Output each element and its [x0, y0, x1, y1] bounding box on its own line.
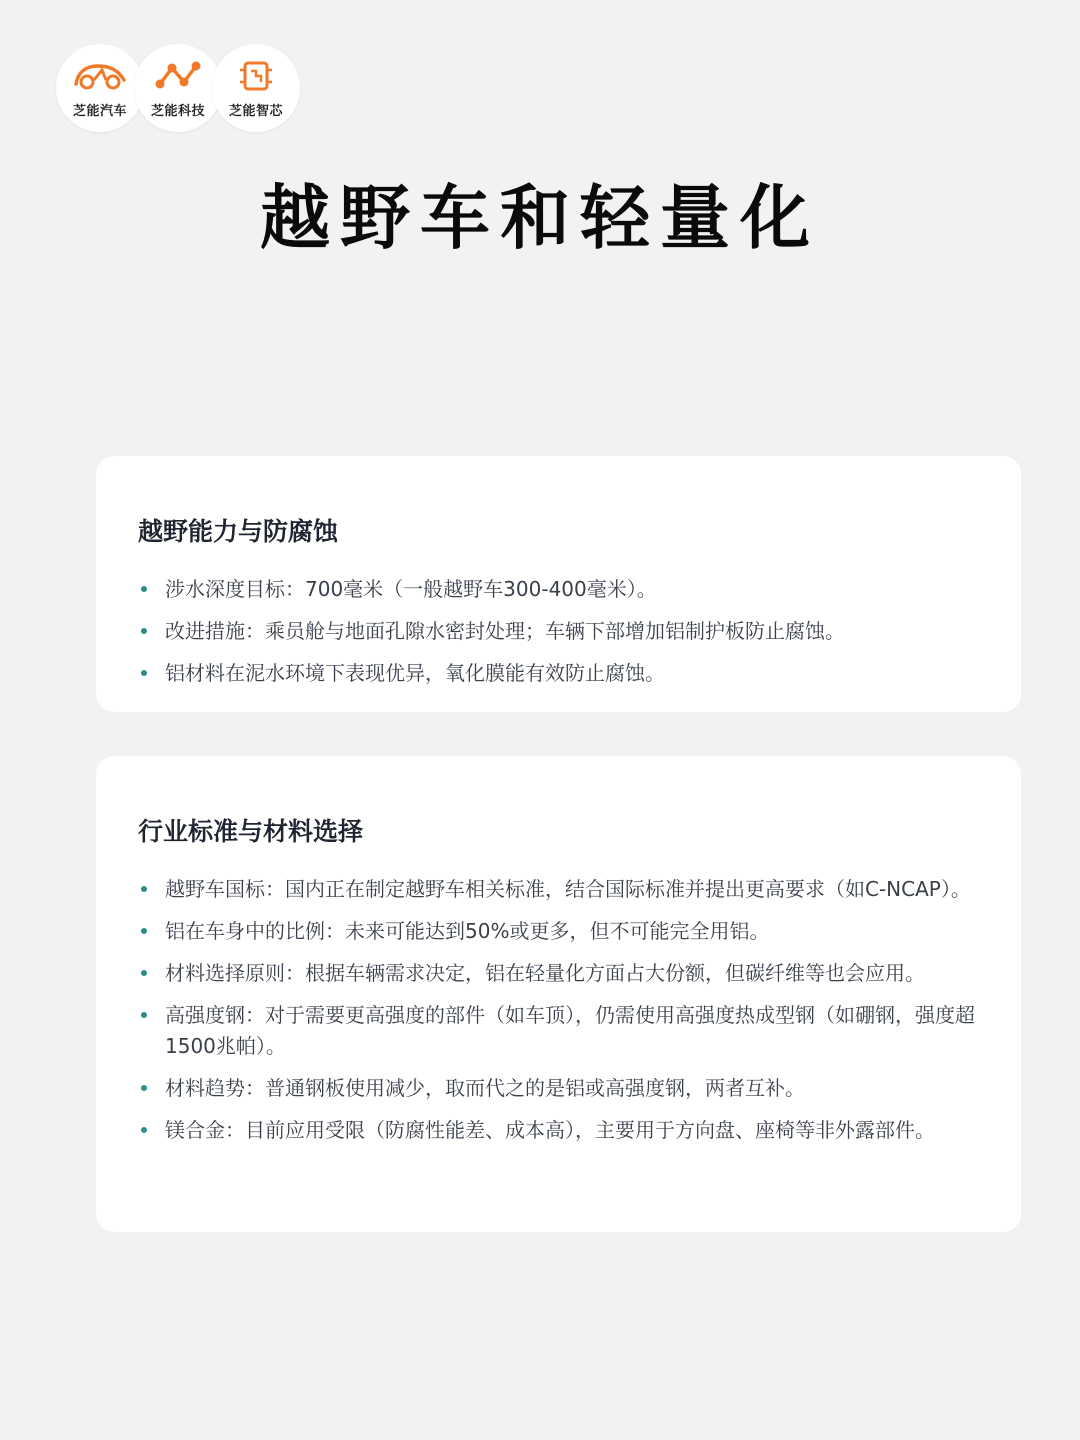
list-item-text: 涉水深度目标：700毫米（一般越野车300-400毫米）。: [165, 577, 657, 601]
bullet-list: [138, 574, 979, 689]
logo-label: 芝能智芯: [228, 103, 283, 119]
logo-zhineng-tech: [134, 44, 222, 132]
list-item: [138, 1000, 979, 1062]
bullet-icon: [141, 1012, 147, 1018]
section-heading: 行业标准与材料选择: [138, 817, 364, 846]
car-icon: [72, 58, 128, 98]
list-item-text: 铝在车身中的比例：未来可能达到50%或更多，但不可能完全用铝。: [165, 919, 770, 943]
list-item-text: 铝材料在泥水环境下表现优异，氧化膜能有效防止腐蚀。: [165, 661, 665, 685]
list-item: [138, 616, 979, 647]
bullet-icon: [141, 928, 147, 934]
logo-group: [56, 44, 290, 132]
list-item: [138, 916, 979, 947]
network-icon: [150, 58, 206, 98]
section-heading: 越野能力与防腐蚀: [138, 517, 339, 546]
list-item-text: 改进措施：乘员舱与地面孔隙水密封处理；车辆下部增加铝制护板防止腐蚀。: [165, 619, 845, 643]
bullet-icon: [141, 886, 147, 892]
logo-zhineng-chip: [212, 44, 300, 132]
list-item-text: 越野车国标：国内正在制定越野车相关标准，结合国际标准并提出更高要求（如C-NCAP）。: [165, 877, 971, 901]
bullet-icon: [141, 1085, 147, 1091]
page-title: 越野车和轻量化: [260, 177, 820, 259]
list-item: [138, 1115, 979, 1146]
bullet-icon: [141, 586, 147, 592]
logo-label: 芝能科技: [150, 103, 205, 119]
bullet-icon: [141, 628, 147, 634]
list-item-text: 高强度钢：对于需要更高强度的部件（如车顶），仍需使用高强度热成型钢（如硼钢，强度超1500兆帕）。: [165, 1003, 975, 1058]
list-item-text: 镁合金：目前应用受限（防腐性能差、成本高），主要用于方向盘、座椅等非外露部件。: [165, 1118, 935, 1142]
logo-label: 芝能汽车: [72, 103, 127, 119]
section-card-standards: [96, 756, 1021, 1232]
bullet-icon: [141, 670, 147, 676]
list-item: [138, 574, 979, 605]
bullet-icon: [141, 1127, 147, 1133]
bullet-list: [138, 874, 979, 1146]
logo-zhineng-auto: [56, 44, 144, 132]
chip-icon: [228, 58, 284, 98]
list-item: [138, 1073, 979, 1104]
list-item: [138, 958, 979, 989]
list-item: [138, 874, 979, 905]
section-card-offroad: [96, 456, 1021, 712]
bullet-icon: [141, 970, 147, 976]
list-item-text: 材料选择原则：根据车辆需求决定，铝在轻量化方面占大份额，但碳纤维等也会应用。: [165, 961, 925, 985]
list-item-text: 材料趋势：普通钢板使用减少，取而代之的是铝或高强度钢，两者互补。: [165, 1076, 805, 1100]
list-item: [138, 658, 979, 689]
